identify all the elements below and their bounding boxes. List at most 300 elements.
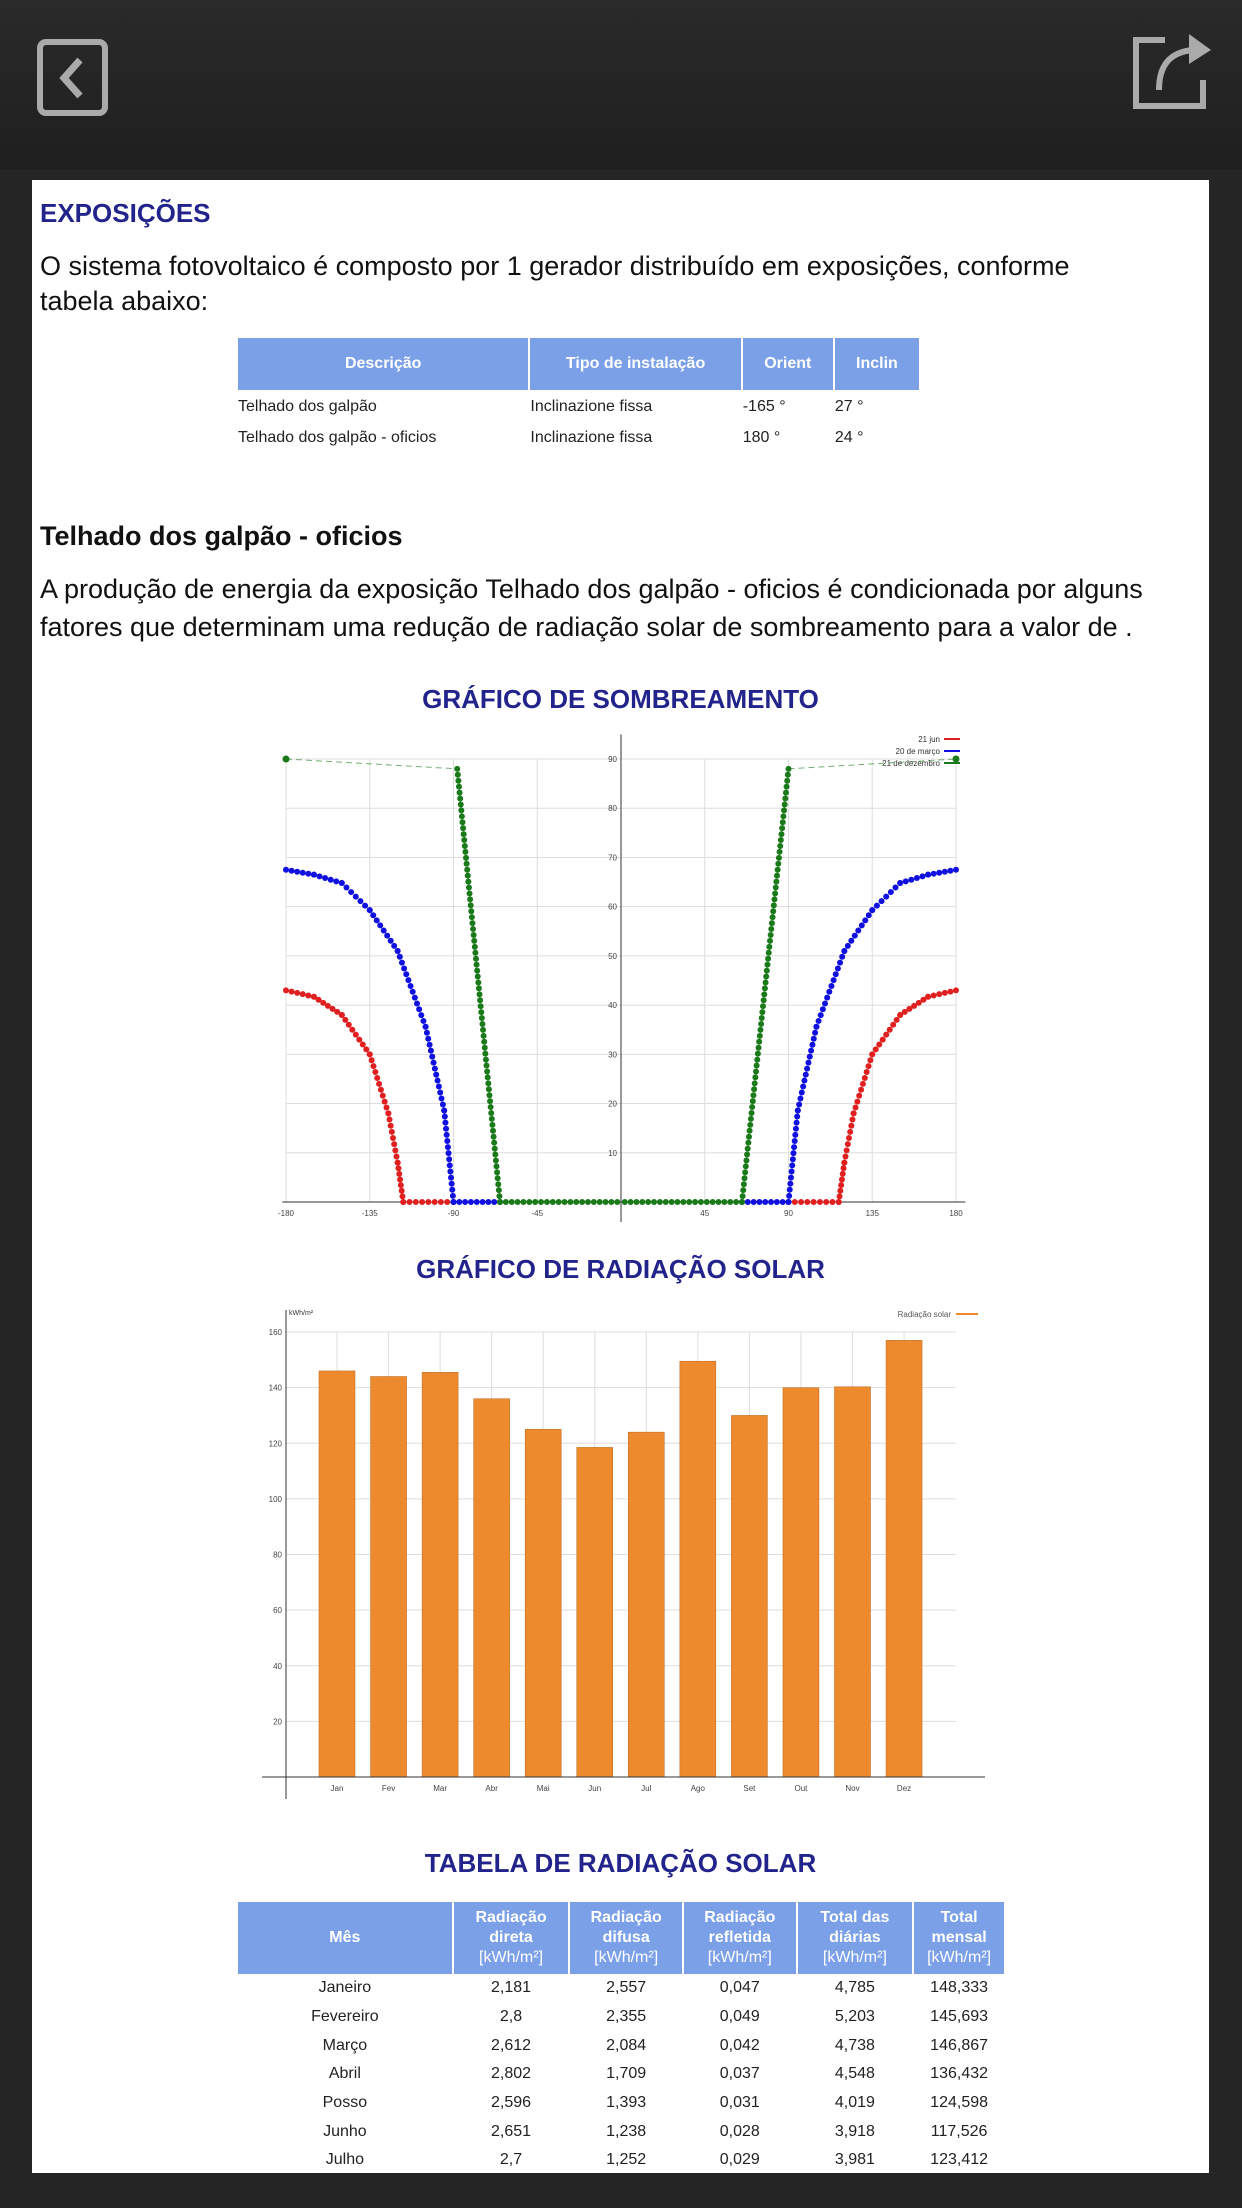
data-point xyxy=(845,1141,851,1147)
cell: Inclinazione fissa xyxy=(530,398,653,415)
data-point xyxy=(458,801,464,807)
data-point xyxy=(478,1009,484,1015)
data-point xyxy=(462,843,468,849)
data-point xyxy=(768,926,774,932)
cell: 2,084 xyxy=(606,2036,647,2054)
data-point xyxy=(739,1199,745,1205)
data-point xyxy=(435,1078,441,1084)
data-point xyxy=(888,889,894,895)
data-point xyxy=(860,1081,866,1087)
data-point xyxy=(394,1153,400,1159)
data-point xyxy=(425,1199,431,1205)
data-point xyxy=(849,1117,855,1123)
data-point xyxy=(473,956,479,962)
data-point xyxy=(794,1120,800,1126)
data-point xyxy=(840,1171,846,1177)
data-point xyxy=(492,1152,498,1158)
data-point xyxy=(844,1147,850,1153)
data-point xyxy=(444,1132,450,1138)
data-point xyxy=(752,1074,758,1080)
header-line: mensal xyxy=(931,1929,987,1946)
data-point xyxy=(835,965,841,971)
bar-mar xyxy=(422,1372,458,1777)
data-point xyxy=(597,1199,603,1205)
data-point xyxy=(790,1150,796,1156)
data-point xyxy=(663,1199,669,1205)
data-point xyxy=(451,1199,457,1205)
data-point xyxy=(763,979,769,985)
data-point xyxy=(388,1123,394,1129)
data-point xyxy=(465,879,471,885)
data-point xyxy=(483,1057,489,1063)
data-point xyxy=(526,1199,532,1205)
data-point xyxy=(765,956,771,962)
data-point xyxy=(920,873,926,879)
data-point xyxy=(836,1199,842,1205)
header-line: [kWh/m²] xyxy=(594,1949,659,1966)
data-point xyxy=(764,968,770,974)
data-point xyxy=(750,1098,756,1104)
data-point xyxy=(370,912,376,918)
data-point xyxy=(446,1156,452,1162)
data-point xyxy=(811,1036,817,1042)
header-line: refletida xyxy=(708,1929,771,1946)
cell: 0,029 xyxy=(719,2151,760,2169)
data-point xyxy=(457,796,463,802)
x-tick-label: -180 xyxy=(277,1209,295,1218)
data-point xyxy=(433,1072,439,1078)
data-point xyxy=(464,867,470,873)
data-point xyxy=(772,890,778,896)
cell: 1,393 xyxy=(606,2094,647,2112)
data-point xyxy=(767,938,773,944)
data-point xyxy=(492,1146,498,1152)
data-point xyxy=(768,932,774,938)
data-point xyxy=(841,1160,847,1166)
y-tick-label: 50 xyxy=(608,951,617,961)
data-point xyxy=(441,1107,447,1113)
data-point xyxy=(544,1199,550,1205)
cell: 1,252 xyxy=(606,2151,647,2169)
col-tipo: Tipo de instalação xyxy=(530,338,740,390)
data-point xyxy=(311,872,317,878)
data-point xyxy=(294,869,300,875)
data-point xyxy=(756,1045,762,1051)
data-point xyxy=(777,843,783,849)
data-point xyxy=(416,1006,422,1012)
cell: 24 ° xyxy=(834,429,864,446)
data-point xyxy=(879,898,885,904)
data-point xyxy=(856,1093,862,1099)
data-point xyxy=(289,989,295,995)
data-point xyxy=(852,933,858,939)
data-point xyxy=(614,1199,620,1205)
data-point xyxy=(826,989,832,995)
data-point xyxy=(781,807,787,813)
x-tick-label: 180 xyxy=(949,1209,963,1218)
data-point xyxy=(367,1051,373,1057)
data-point xyxy=(494,1163,500,1169)
data-point xyxy=(428,1048,434,1054)
data-point xyxy=(846,1135,852,1141)
data-point xyxy=(412,995,418,1001)
data-point xyxy=(771,896,777,902)
data-point xyxy=(837,960,843,966)
y-axis-label: kWh/m² xyxy=(289,1310,314,1317)
data-point xyxy=(873,1046,879,1052)
data-point xyxy=(482,1051,488,1057)
data-point xyxy=(585,1199,591,1205)
data-point xyxy=(289,868,295,874)
data-point xyxy=(395,1160,401,1166)
x-tick-label: Dez xyxy=(896,1784,912,1793)
data-point xyxy=(376,1081,382,1087)
data-point xyxy=(831,977,837,983)
data-point xyxy=(456,1199,462,1205)
cell: 146,867 xyxy=(930,2036,989,2054)
data-point xyxy=(746,1134,752,1140)
data-point xyxy=(305,992,311,998)
data-point xyxy=(841,1165,847,1171)
data-point xyxy=(436,1084,442,1090)
data-point xyxy=(733,1199,739,1205)
cell: 5,203 xyxy=(834,2008,875,2026)
data-point xyxy=(446,1150,452,1156)
data-point xyxy=(925,872,931,878)
data-point xyxy=(769,920,775,926)
data-point xyxy=(353,894,359,900)
table-row xyxy=(238,2117,1004,2146)
data-point xyxy=(787,1181,793,1187)
data-point xyxy=(775,867,781,873)
data-point xyxy=(480,1199,486,1205)
data-point xyxy=(283,987,289,993)
data-point xyxy=(947,868,953,874)
data-point xyxy=(818,1012,824,1018)
data-point xyxy=(894,1017,900,1023)
data-point xyxy=(384,933,390,939)
data-point xyxy=(848,938,854,944)
x-tick-label: Mai xyxy=(536,1784,550,1793)
data-point xyxy=(657,1199,663,1205)
data-point xyxy=(474,1199,480,1205)
section-title: EXPOSIÇÕES xyxy=(40,198,211,228)
data-point xyxy=(444,1138,450,1144)
data-point xyxy=(515,1199,521,1205)
data-point xyxy=(820,1006,826,1012)
data-point xyxy=(423,1024,429,1030)
x-tick-label: Jan xyxy=(330,1784,344,1793)
data-point xyxy=(608,1199,614,1205)
data-point xyxy=(491,1134,497,1140)
data-point xyxy=(745,1140,751,1146)
cell: 2,612 xyxy=(491,2036,532,2054)
cell: 0,037 xyxy=(719,2065,760,2083)
data-point xyxy=(774,873,780,879)
data-point xyxy=(795,1107,801,1113)
data-point xyxy=(491,1140,497,1146)
data-point xyxy=(862,917,868,923)
data-point xyxy=(485,1199,491,1205)
data-point xyxy=(869,907,875,913)
data-point xyxy=(467,890,473,896)
exposure-text-line-1: A produção de energia da exposição Telhado dos galpão - oficios é condicionada por alguns xyxy=(40,574,1143,604)
data-point xyxy=(342,1017,348,1023)
data-point xyxy=(401,965,407,971)
data-point xyxy=(464,861,470,867)
col-orient: Orient xyxy=(743,338,833,390)
table-row xyxy=(238,1974,1004,2003)
data-point xyxy=(369,1057,375,1063)
data-point xyxy=(503,1199,509,1205)
data-point xyxy=(346,1022,352,1028)
cell: Inclinazione fissa xyxy=(530,429,653,446)
data-point xyxy=(925,994,931,1000)
data-point xyxy=(413,1199,419,1205)
data-point xyxy=(322,875,328,881)
data-point xyxy=(755,1051,761,1057)
data-point xyxy=(842,1153,848,1159)
data-point xyxy=(468,1199,474,1205)
data-point xyxy=(459,813,465,819)
data-point xyxy=(485,1074,491,1080)
data-point xyxy=(476,985,482,991)
data-point xyxy=(403,971,409,977)
cell: 2,651 xyxy=(491,2122,532,2140)
data-point xyxy=(788,1175,794,1181)
data-point xyxy=(283,867,289,873)
bar-jan xyxy=(319,1371,355,1777)
data-point xyxy=(382,1099,388,1105)
data-point xyxy=(538,1199,544,1205)
data-point xyxy=(633,1199,639,1205)
data-point xyxy=(947,989,953,995)
data-point xyxy=(942,869,948,875)
col-header xyxy=(684,1902,796,1974)
data-point xyxy=(398,1182,404,1188)
cell: Março xyxy=(322,2036,368,2054)
header-line: Total xyxy=(940,1909,978,1926)
data-point xyxy=(444,1199,450,1205)
data-point xyxy=(773,885,779,891)
data-point xyxy=(936,870,942,876)
data-point xyxy=(305,871,311,877)
data-point xyxy=(392,1147,398,1153)
data-point xyxy=(432,1066,438,1072)
data-point xyxy=(591,1199,597,1205)
data-point xyxy=(823,1199,829,1205)
data-point xyxy=(752,1080,758,1086)
data-point xyxy=(471,932,477,938)
table-row xyxy=(238,2003,1004,2032)
data-point xyxy=(468,908,474,914)
data-point xyxy=(479,1015,485,1021)
header-line: Total das xyxy=(820,1909,890,1926)
data-point xyxy=(792,1132,798,1138)
data-point xyxy=(811,1199,817,1205)
data-point xyxy=(716,1199,722,1205)
y-tick-label: 20 xyxy=(608,1099,617,1109)
data-point xyxy=(874,903,880,909)
data-point xyxy=(698,1199,704,1205)
y-tick-label: 60 xyxy=(273,1606,282,1616)
cell: 4,738 xyxy=(834,2036,875,2054)
data-point xyxy=(478,1003,484,1009)
data-point xyxy=(389,1129,395,1135)
data-point xyxy=(509,1199,515,1205)
data-point xyxy=(742,1169,748,1175)
data-point xyxy=(427,1042,433,1048)
data-point xyxy=(864,1069,870,1075)
data-point xyxy=(828,983,834,989)
data-point xyxy=(744,1152,750,1158)
data-point xyxy=(420,1018,426,1024)
x-tick-label: 135 xyxy=(865,1209,879,1218)
header-line: [kWh/m²] xyxy=(822,1949,887,1966)
data-point xyxy=(804,1199,810,1205)
data-point xyxy=(442,1114,448,1120)
data-point xyxy=(399,960,405,966)
table-row xyxy=(238,2146,1004,2175)
data-point xyxy=(953,867,959,873)
data-point xyxy=(859,922,865,928)
data-point xyxy=(463,855,469,861)
cell: 0,047 xyxy=(719,1979,760,1997)
data-point xyxy=(800,1084,806,1090)
data-point xyxy=(357,898,363,904)
cell: 0,049 xyxy=(719,2008,760,2026)
y-tick-label: 20 xyxy=(273,1717,282,1727)
y-tick-label: 40 xyxy=(608,1001,617,1011)
data-point xyxy=(854,1099,860,1105)
data-point xyxy=(462,1199,468,1205)
data-point xyxy=(784,784,790,790)
data-point xyxy=(474,962,480,968)
data-point xyxy=(754,1063,760,1069)
data-point xyxy=(448,1175,454,1181)
data-point xyxy=(740,1187,746,1193)
y-tick-label: 30 xyxy=(608,1050,617,1060)
y-tick-label: 40 xyxy=(273,1661,282,1671)
header-line: direta xyxy=(489,1929,533,1946)
data-point xyxy=(628,1199,634,1205)
col-header xyxy=(454,1902,569,1974)
header-line: difusa xyxy=(602,1929,650,1946)
data-point xyxy=(837,1188,843,1194)
bar-ago xyxy=(680,1361,716,1777)
data-point xyxy=(759,1015,765,1021)
y-tick-label: 100 xyxy=(268,1494,282,1504)
cell: 2,181 xyxy=(491,1979,532,1997)
data-point xyxy=(790,1156,796,1162)
data-point xyxy=(495,1181,501,1187)
data-point xyxy=(485,1080,491,1086)
data-point xyxy=(786,1199,792,1205)
data-point xyxy=(456,784,462,790)
data-point xyxy=(761,997,767,1003)
x-tick-label: 45 xyxy=(700,1209,710,1218)
cell: 4,785 xyxy=(834,1979,875,1997)
bar-abr xyxy=(474,1399,510,1777)
table-row xyxy=(238,2031,1004,2060)
data-point xyxy=(789,1168,795,1174)
table-row xyxy=(238,2060,1004,2089)
data-point xyxy=(449,1187,455,1193)
data-point xyxy=(395,1165,401,1171)
header-line: [kWh/m²] xyxy=(479,1949,544,1966)
data-point xyxy=(674,1199,680,1205)
data-point xyxy=(866,912,872,918)
data-point xyxy=(459,819,465,825)
data-point xyxy=(333,878,339,884)
data-point xyxy=(424,1030,430,1036)
data-point xyxy=(488,1104,494,1110)
data-point xyxy=(803,1072,809,1078)
cell: Junho xyxy=(323,2122,367,2140)
y-tick-label: 80 xyxy=(273,1550,282,1560)
col-header xyxy=(798,1902,913,1974)
data-point xyxy=(360,1041,366,1047)
data-point xyxy=(851,1110,857,1116)
data-point xyxy=(550,1199,556,1205)
data-point xyxy=(853,1104,859,1110)
data-point xyxy=(457,790,463,796)
data-point xyxy=(742,1175,748,1181)
data-point xyxy=(645,1199,651,1205)
data-point xyxy=(461,831,467,837)
data-point xyxy=(349,1027,355,1033)
data-point xyxy=(414,1000,420,1006)
y-tick-label: 70 xyxy=(608,853,617,863)
cell: Telhado dos galpão xyxy=(238,398,377,415)
data-point xyxy=(786,1193,792,1199)
data-point xyxy=(749,1104,755,1110)
data-point xyxy=(866,1063,872,1069)
data-point xyxy=(793,1126,799,1132)
data-point xyxy=(391,1141,397,1147)
data-point xyxy=(461,837,467,843)
data-point xyxy=(445,1144,451,1150)
data-point xyxy=(743,1157,749,1163)
data-point xyxy=(749,1110,755,1116)
header-line: [kWh/m²] xyxy=(707,1949,772,1966)
cell: Fevereiro xyxy=(311,2008,379,2026)
x-tick-label: -45 xyxy=(531,1209,544,1218)
data-point xyxy=(477,991,483,997)
data-point xyxy=(785,772,791,778)
cell: 148,333 xyxy=(930,1979,989,1997)
data-point xyxy=(914,875,920,881)
data-point xyxy=(798,1199,804,1205)
y-tick-label: 10 xyxy=(608,1148,617,1158)
radiation-chart xyxy=(0,1290,1242,1810)
data-point xyxy=(782,796,788,802)
header-line: [kWh/m²] xyxy=(927,1949,992,1966)
col-descricao: Descrição xyxy=(238,338,528,390)
data-point xyxy=(377,922,383,928)
data-point xyxy=(449,1181,455,1187)
data-point xyxy=(348,889,354,895)
data-point xyxy=(848,1123,854,1129)
data-point xyxy=(786,766,792,772)
data-point xyxy=(439,1095,445,1101)
data-point xyxy=(462,849,468,855)
data-point xyxy=(824,995,830,1001)
data-point xyxy=(477,997,483,1003)
cell: 136,432 xyxy=(930,2065,989,2083)
cell: Janeiro xyxy=(318,1979,372,1997)
data-point xyxy=(757,1033,763,1039)
